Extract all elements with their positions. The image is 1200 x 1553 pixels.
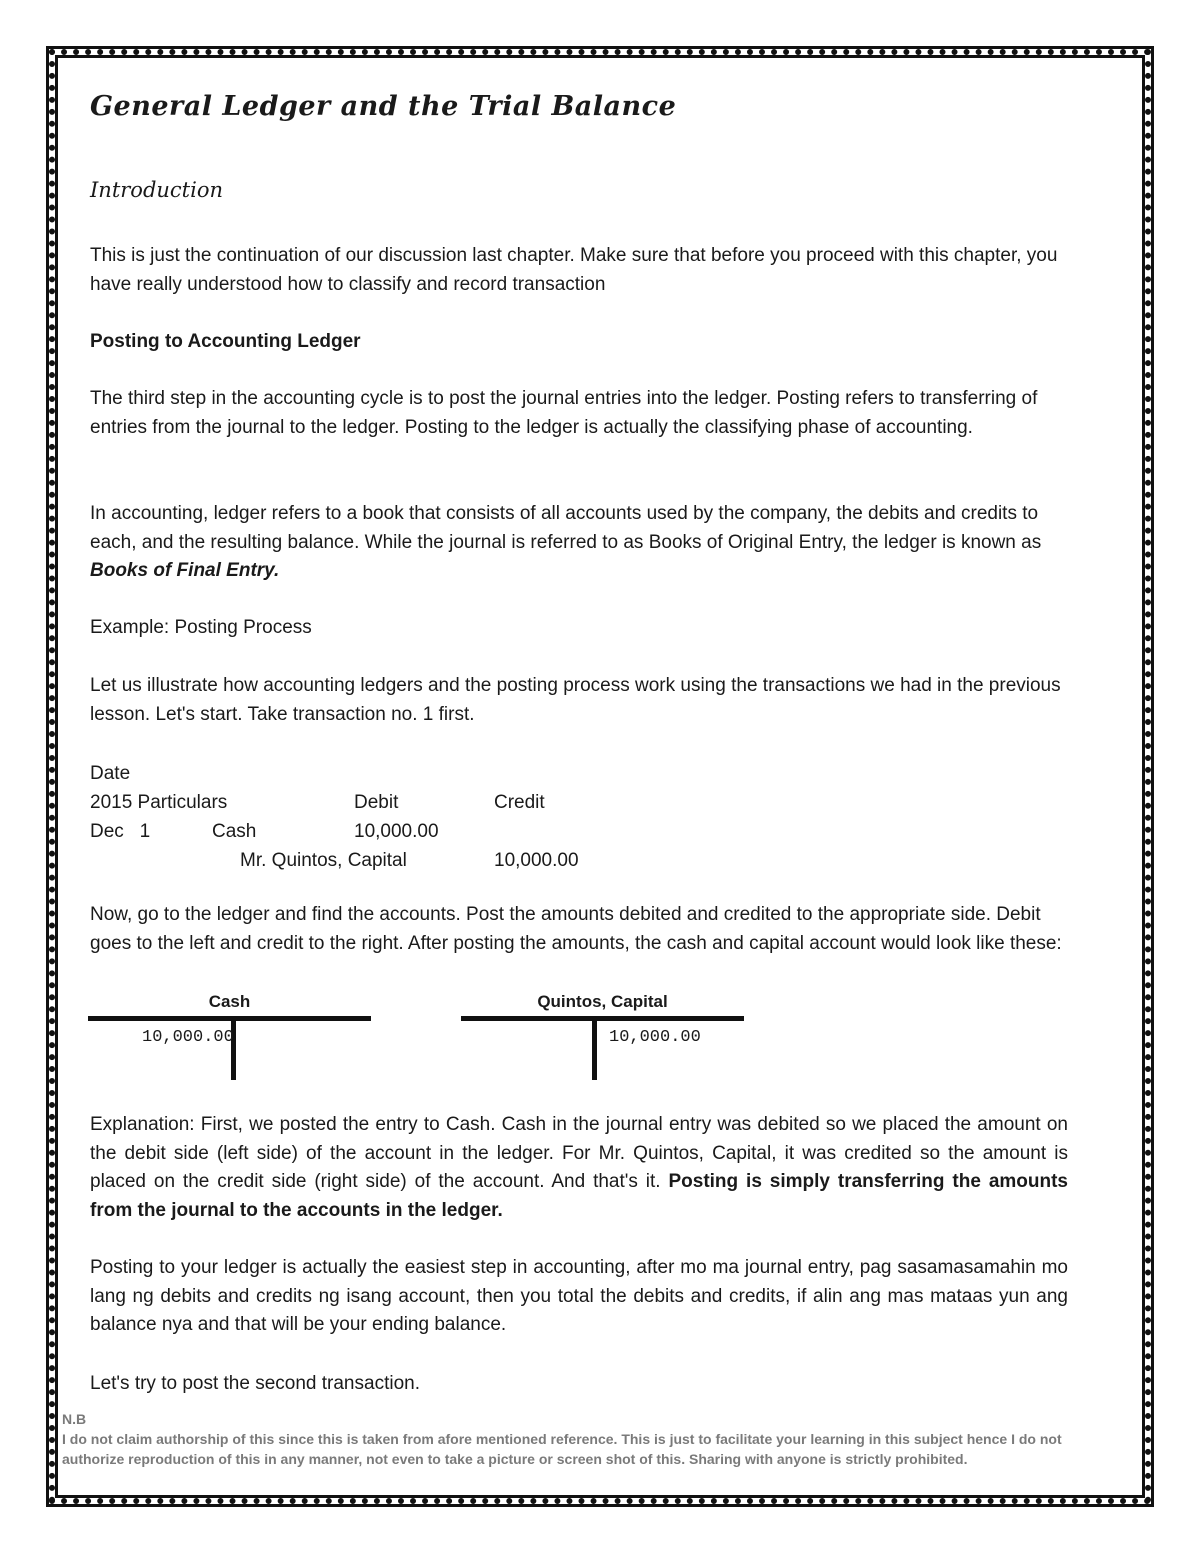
journal-debit-label: Debit	[354, 792, 399, 813]
explanation-emphasis: Posting is simply transferring the amounts from the journal to the accounts in the ledger.	[90, 1171, 1068, 1221]
posting-paragraph-2	[90, 500, 1068, 586]
explanation-paragraph	[90, 1111, 1068, 1225]
t-account-cash-debit: 10,000.00	[142, 1028, 234, 1047]
t-account-capital-title: Quintos, Capital	[537, 992, 668, 1011]
books-final-entry: Books of Final Entry.	[90, 560, 280, 581]
illustrate-paragraph: Let us illustrate how accounting ledgers and the posting process work using the transactions we had in the previous lesson. Let's start. Take transaction no. 1 first.	[90, 675, 1061, 725]
t-account-cash-vline	[231, 1016, 236, 1080]
now-paragraph: Now, go to the ledger and find the accounts. Post the amounts debited and credited to the appropriate side. Debit goes to the left and credit to the right. After posting the amounts, the cash and capital account would look like these:	[90, 904, 1062, 954]
t-account-capital-vline	[592, 1016, 597, 1080]
journal-credit-amount: 10,000.00	[494, 850, 579, 871]
journal-credit-account: Mr. Quintos, Capital	[240, 850, 407, 871]
t-account-capital-credit: 10,000.00	[609, 1028, 701, 1047]
disclaimer-note	[62, 1409, 1062, 1469]
explanation-text: Explanation: First, we posted the entry to Cash. Cash in the journal entry was debited so we placed the amount on the debit side (left side) of the account in the ledger. For Mr. Quintos, Capital, it was credited so the amount is placed on the credit side (right side) of the account. And that's it.	[90, 1114, 1068, 1192]
journal-date-label: Date	[90, 763, 131, 784]
tagalog-paragraph: Posting to your ledger is actually the easiest step in accounting, after mo ma journal entry, pag sasamasamahin mo lang ng debits and credits ng isang account, then you total the debits and credits, if alin ang mas mataas yun ang balance nya and that will be your ending balance.	[90, 1257, 1068, 1335]
intro-paragraph: This is just the continuation of our discussion last chapter. Make sure that before you proceed with this chapter, you have really understood how to classify and record transaction	[90, 245, 1058, 295]
journal-debit-amount: 10,000.00	[354, 821, 439, 842]
disclaimer-text: I do not claim authorship of this since this is taken from afore mentioned reference. This is just to facilitate your learning in this subject hence I do not authorize reproduction of this in any manner, not even to take a picture or screen shot of this. Sharing with anyone is strictly prohibited.	[62, 1431, 1062, 1467]
journal-month-day: Dec 1	[90, 821, 151, 842]
posting-paragraph-2-text: In accounting, ledger refers to a book that consists of all accounts used by the company, the debits and credits to each, and the resulting balance. While the journal is referred to as Books of Original Entry, the ledger is known as	[90, 503, 1042, 553]
journal-credit-label: Credit	[494, 792, 545, 813]
posting-paragraph-1: The third step in the accounting cycle is to post the journal entries into the ledger. Posting refers to transferring of entries from the journal to the ledger. Posting to the ledger is actually the classifying phase of accounting.	[90, 388, 1038, 438]
intro-heading: Introduction	[90, 178, 223, 202]
page-title: General Ledger and the Trial Balance	[90, 91, 677, 122]
disclaimer-label: N.B	[62, 1411, 87, 1427]
t-account-capital-hline	[461, 1016, 744, 1021]
journal-entry	[90, 760, 690, 880]
posting-heading: Posting to Accounting Ledger	[90, 331, 361, 352]
t-account-cash-title: Cash	[208, 992, 251, 1011]
second-transaction-paragraph: Let's try to post the second transaction.	[90, 1373, 420, 1394]
journal-year-particulars: 2015 Particulars	[90, 792, 228, 813]
t-account-cash-hline	[88, 1016, 371, 1021]
journal-debit-account: Cash	[212, 821, 257, 842]
example-label: Example: Posting Process	[90, 617, 312, 638]
